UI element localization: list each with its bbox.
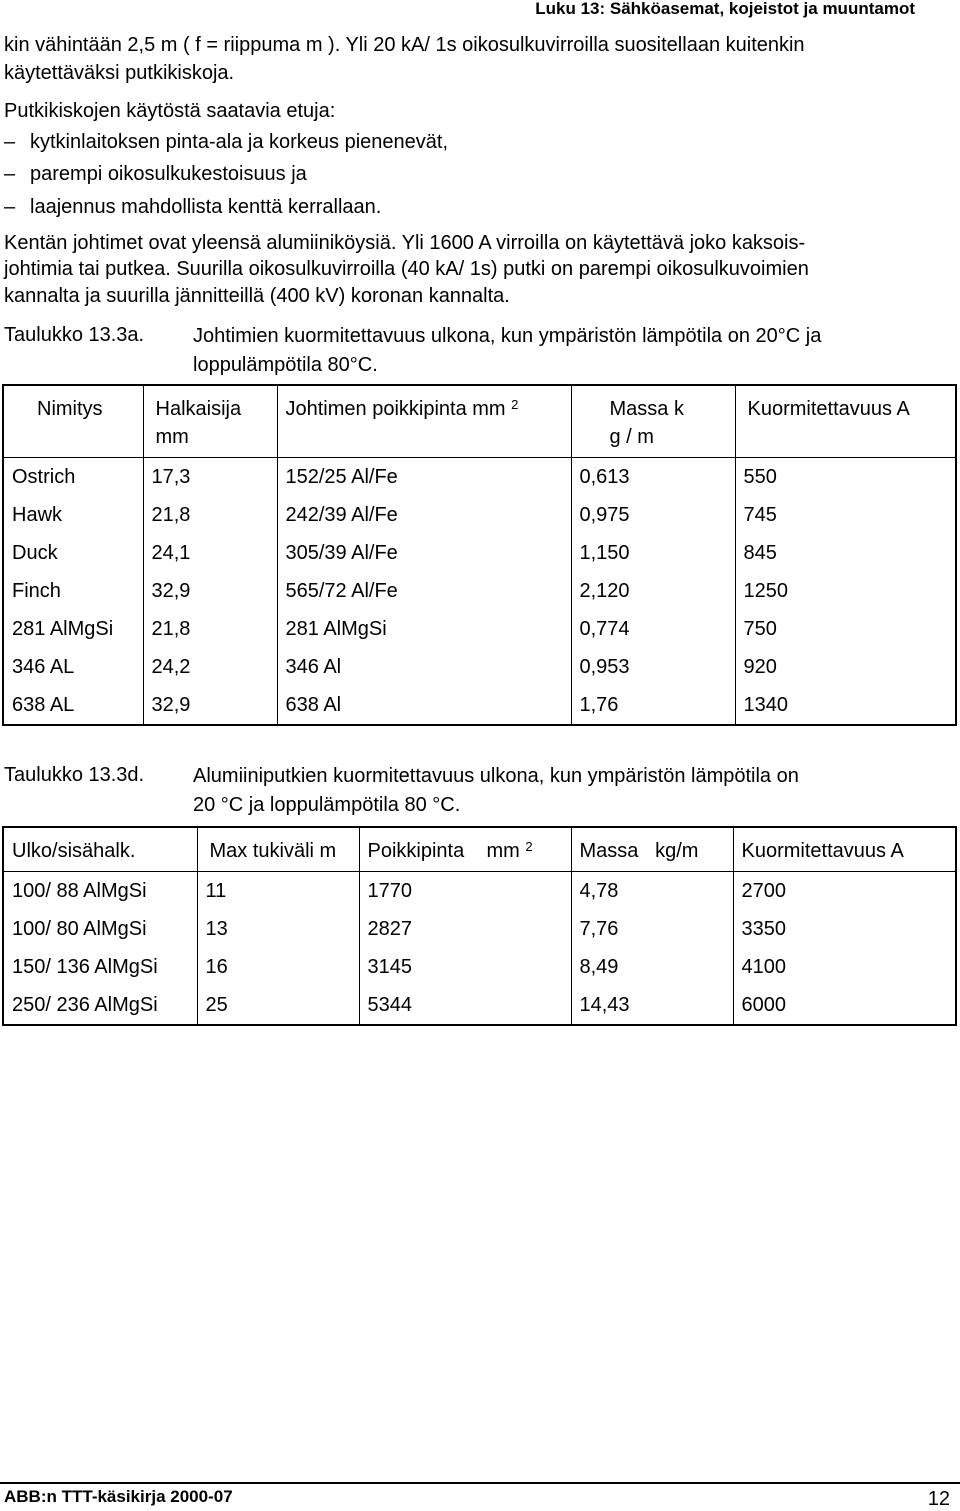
table-row	[3, 872, 956, 911]
table-row	[3, 572, 956, 610]
chapter-header: Luku 13: Sähköasemat, kojeistot ja muuntamot	[535, 0, 915, 18]
table-cell: 2827	[359, 910, 571, 948]
table-cell: Finch	[3, 572, 143, 610]
table-cell: 250/ 236 AlMgSi	[3, 986, 197, 1025]
table-cell: 0,975	[571, 496, 735, 534]
table-cell: 150/ 136 AlMgSi	[3, 948, 197, 986]
table-d-caption-line-2: 20 °C ja loppulämpötila 80 °C.	[193, 794, 461, 816]
table-d	[2, 826, 957, 1026]
table-d-caption-line-1: Alumiiniputkien kuormitettavuus ulkona, kun ympäristön lämpötila on	[193, 765, 799, 787]
table-cell: 16	[197, 948, 359, 986]
paragraph-line-3: kannalta ja suurilla jännitteillä (400 kV) koronan kannalta.	[4, 285, 510, 307]
table-cell: 2,120	[571, 572, 735, 610]
table-cell: 0,953	[571, 648, 735, 686]
column-header: Kuormitettavuus A	[733, 827, 956, 872]
table-cell: 13	[197, 910, 359, 948]
table-cell: 32,9	[143, 686, 277, 725]
table-cell: 0,774	[571, 610, 735, 648]
advantage-item: kytkinlaitoksen pinta-ala ja korkeus pienenevät,	[30, 131, 449, 153]
table-cell: 3350	[733, 910, 956, 948]
table-row	[3, 458, 956, 497]
table-d-header-row	[3, 827, 956, 872]
table-cell: 152/25 Al/Fe	[277, 458, 571, 497]
column-header: Massa k g / m	[571, 385, 735, 458]
column-header: Poikkipinta mm $^2$	[359, 827, 571, 872]
table-row	[3, 496, 956, 534]
table-row	[3, 986, 956, 1025]
table-cell: 5344	[359, 986, 571, 1025]
table-cell: Hawk	[3, 496, 143, 534]
table-cell: 1770	[359, 872, 571, 911]
table-a-header-row	[3, 385, 956, 458]
table-cell: 745	[735, 496, 956, 534]
dash-bullet-icon: –	[4, 163, 16, 185]
column-header: Massa kg/m	[571, 827, 733, 872]
table-cell: 100/ 80 AlMgSi	[3, 910, 197, 948]
table-a	[2, 384, 957, 726]
intro-line-2: käytettäväksi putkikiskoja.	[4, 62, 235, 84]
table-cell: 638 AL	[3, 686, 143, 725]
column-header: Kuormitettavuus A	[735, 385, 956, 458]
advantage-item: parempi oikosulkukestoisuus ja	[30, 163, 307, 185]
table-cell: 100/ 88 AlMgSi	[3, 872, 197, 911]
table-cell: 281 AlMgSi	[3, 610, 143, 648]
table-cell: 17,3	[143, 458, 277, 497]
table-cell: 21,8	[143, 610, 277, 648]
footer-title: ABB:n TTT-käsikirja 2000-07	[4, 1487, 233, 1506]
table-cell: 6000	[733, 986, 956, 1025]
column-header: Max tukiväli m	[197, 827, 359, 872]
table-cell: 24,1	[143, 534, 277, 572]
table-cell: 638 Al	[277, 686, 571, 725]
advantages-title: Putkikiskojen käytöstä saatavia etuja:	[4, 100, 336, 122]
table-cell: 32,9	[143, 572, 277, 610]
table-cell: Ostrich	[3, 458, 143, 497]
table-cell: 242/39 Al/Fe	[277, 496, 571, 534]
page-number: 12	[927, 1488, 950, 1510]
table-row	[3, 534, 956, 572]
table-a-label: Taulukko 13.3a.	[4, 324, 145, 346]
intro-line-1: kin vähintään 2,5 m ( f = riippuma m ). Yli 20 kA/ 1s oikosulkuvirroilla suositellaan kuitenkin	[4, 34, 805, 56]
table-cell: 346 Al	[277, 648, 571, 686]
table-row	[3, 948, 956, 986]
table-cell: 4,78	[571, 872, 733, 911]
table-cell: 0,613	[571, 458, 735, 497]
table-cell: 281 AlMgSi	[277, 610, 571, 648]
table-cell: 3145	[359, 948, 571, 986]
table-row	[3, 610, 956, 648]
column-header: Nimitys	[3, 385, 143, 458]
table-cell: 2700	[733, 872, 956, 911]
paragraph-line-2: johtimia tai putkea. Suurilla oikosulkuvirroilla (40 kA/ 1s) putki on parempi oikosulkuvoimien	[4, 258, 809, 280]
table-row	[3, 910, 956, 948]
table-cell: 750	[735, 610, 956, 648]
table-cell: 8,49	[571, 948, 733, 986]
advantage-item: laajennus mahdollista kenttä kerrallaan.	[30, 196, 382, 218]
table-cell: 920	[735, 648, 956, 686]
footer-rule	[0, 1482, 960, 1484]
table-cell: 21,8	[143, 496, 277, 534]
table-cell: 565/72 Al/Fe	[277, 572, 571, 610]
table-cell: 4100	[733, 948, 956, 986]
table-a-caption: Johtimien kuormitettavuus ulkona, kun ympäristön lämpötila on 20°C ja loppulämpötila 80°C.	[193, 325, 822, 376]
table-cell: 550	[735, 458, 956, 497]
paragraph-line-1: Kentän johtimet ovat yleensä alumiiniköysiä. Yli 1600 A virroilla on käytettävä joko kaksois-	[4, 232, 806, 254]
table-cell: 1,76	[571, 686, 735, 725]
table-cell: 346 AL	[3, 648, 143, 686]
table-row	[3, 648, 956, 686]
table-cell: 845	[735, 534, 956, 572]
table-cell: 14,43	[571, 986, 733, 1025]
dash-bullet-icon: –	[4, 131, 16, 153]
table-cell: 24,2	[143, 648, 277, 686]
table-d-label: Taulukko 13.3d.	[4, 764, 145, 786]
dash-bullet-icon: –	[4, 196, 16, 218]
table-cell: 25	[197, 986, 359, 1025]
table-cell: 1,150	[571, 534, 735, 572]
column-header: Halkaisija mm	[143, 385, 277, 458]
table-cell: 305/39 Al/Fe	[277, 534, 571, 572]
column-header: Ulko/sisähalk.	[3, 827, 197, 872]
table-cell: 1250	[735, 572, 956, 610]
table-cell: Duck	[3, 534, 143, 572]
table-cell: 7,76	[571, 910, 733, 948]
table-row	[3, 686, 956, 725]
table-cell: 11	[197, 872, 359, 911]
table-cell: 1340	[735, 686, 956, 725]
column-header: Johtimen poikkipinta mm $^2$	[277, 385, 571, 458]
